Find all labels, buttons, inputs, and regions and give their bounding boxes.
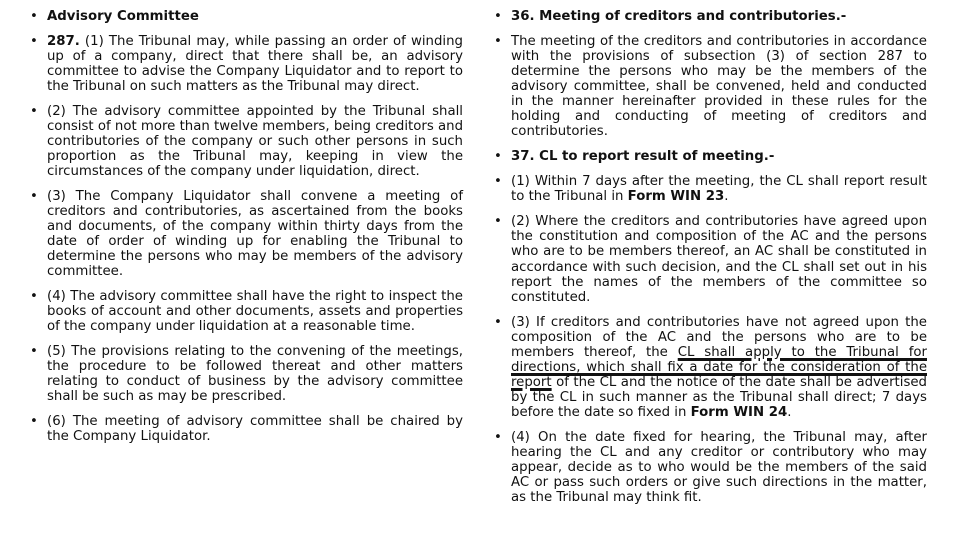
form-reference: Form WIN 24: [690, 405, 788, 421]
list-item: [30, 189, 463, 280]
list-item: [494, 34, 927, 140]
section-number: 287.: [47, 33, 80, 49]
list-item: [30, 9, 463, 24]
paragraph-text: (4) On the date fixed for hearing, the Tribunal may, after hearing the CL and any creditor or contributory who may appear, decide as to who would be the members of the said AC or pass such orders or give such directions in the matter, as the Tribunal may think fit.: [511, 430, 927, 506]
paragraph-text: (6) The meeting of advisory committee shall be chaired by the Company Liquidator.: [47, 413, 463, 444]
paragraph-text: (1) The Tribunal may, while passing an order of winding up of a company, direct that there shall be, an advisory committee to advise the Company Liquidator and to report to the Tribunal on such matters as the Tribunal may direct.: [47, 33, 463, 94]
list-item: [30, 34, 463, 94]
punctuation: .: [724, 189, 729, 205]
paragraph-text: The meeting of the creditors and contributories in accordance with the provisions of subsection (3) of section 287 to determine the persons who may be the members of the advisory committee, shall be convened, held and conducted in the manner hereinafter provided in these rules for the holding and conducting of meeting of creditors and contributories.: [511, 33, 927, 140]
heading-advisory-committee: Advisory Committee: [47, 9, 199, 24]
paragraph-text: (5) The provisions relating to the convening of the meetings, the procedure to be followed thereat and other matters relating to conduct of business by the advisory committee shall be such as may be prescribed.: [47, 343, 463, 405]
paragraph-text: (2) Where the creditors and contributories have agreed upon the constitution and composition of the AC and the persons who are to be members thereof, an AC shall be constituted in accordance with such decision, and the CL shall set out in his report the names of the members of the committee so constituted.: [511, 214, 927, 305]
list-item: [30, 104, 463, 179]
list-item: [30, 414, 463, 444]
paragraph-text: (3) The Company Liquidator shall convene a meeting of creditors and contributories, as ascertained from the books and documents, of the company within thirty days from the date of order of winding up for enabling the Tribunal to determine the persons who may be members of the advisory committee.: [47, 188, 463, 280]
underlined-text: CL shall apply to the Tribunal for directions, which shall fix a date for the consideration of the report: [511, 344, 927, 390]
list-item: [30, 344, 463, 404]
form-reference: Form WIN 23: [627, 189, 725, 205]
paragraph-text: (2) The advisory committee appointed by the Tribunal shall consist of not more than twelve members, being creditors and contributories of the company or such other persons in such proportion as the Tribunal may, keeping in view the circumstances of the company under liquidation, direct.: [47, 103, 464, 180]
paragraph-text: (4) The advisory committee shall have the right to inspect the books of account and other documents, assets and properties of the company under liquidation at a reasonable time.: [47, 288, 463, 335]
list-item: [30, 289, 463, 334]
right-column: [494, 9, 927, 515]
paragraph-text: (1) Within 7 days after the meeting, the CL shall report result to the Tribunal in: [511, 174, 927, 205]
list-item: [494, 149, 927, 164]
list-item: [494, 430, 927, 505]
list-item: [494, 214, 927, 305]
rule-37-heading: 37. CL to report result of meeting.-: [511, 149, 775, 165]
left-column: [30, 9, 463, 454]
list-item: [494, 315, 927, 421]
list-item: [494, 174, 927, 204]
rule-36-heading: 36. Meeting of creditors and contributories.-: [511, 9, 847, 24]
paragraph-text: of the CL and the notice of the date shall be advertised by the CL in such manner as the Tribunal shall direct; 7 days before the date so fixed in: [511, 374, 927, 421]
list-item: [494, 9, 927, 24]
punctuation: .: [787, 405, 792, 421]
paragraph-text: (3) If creditors and contributories have not agreed upon the composition of the AC and the persons who are to be members thereof, the: [511, 314, 927, 360]
